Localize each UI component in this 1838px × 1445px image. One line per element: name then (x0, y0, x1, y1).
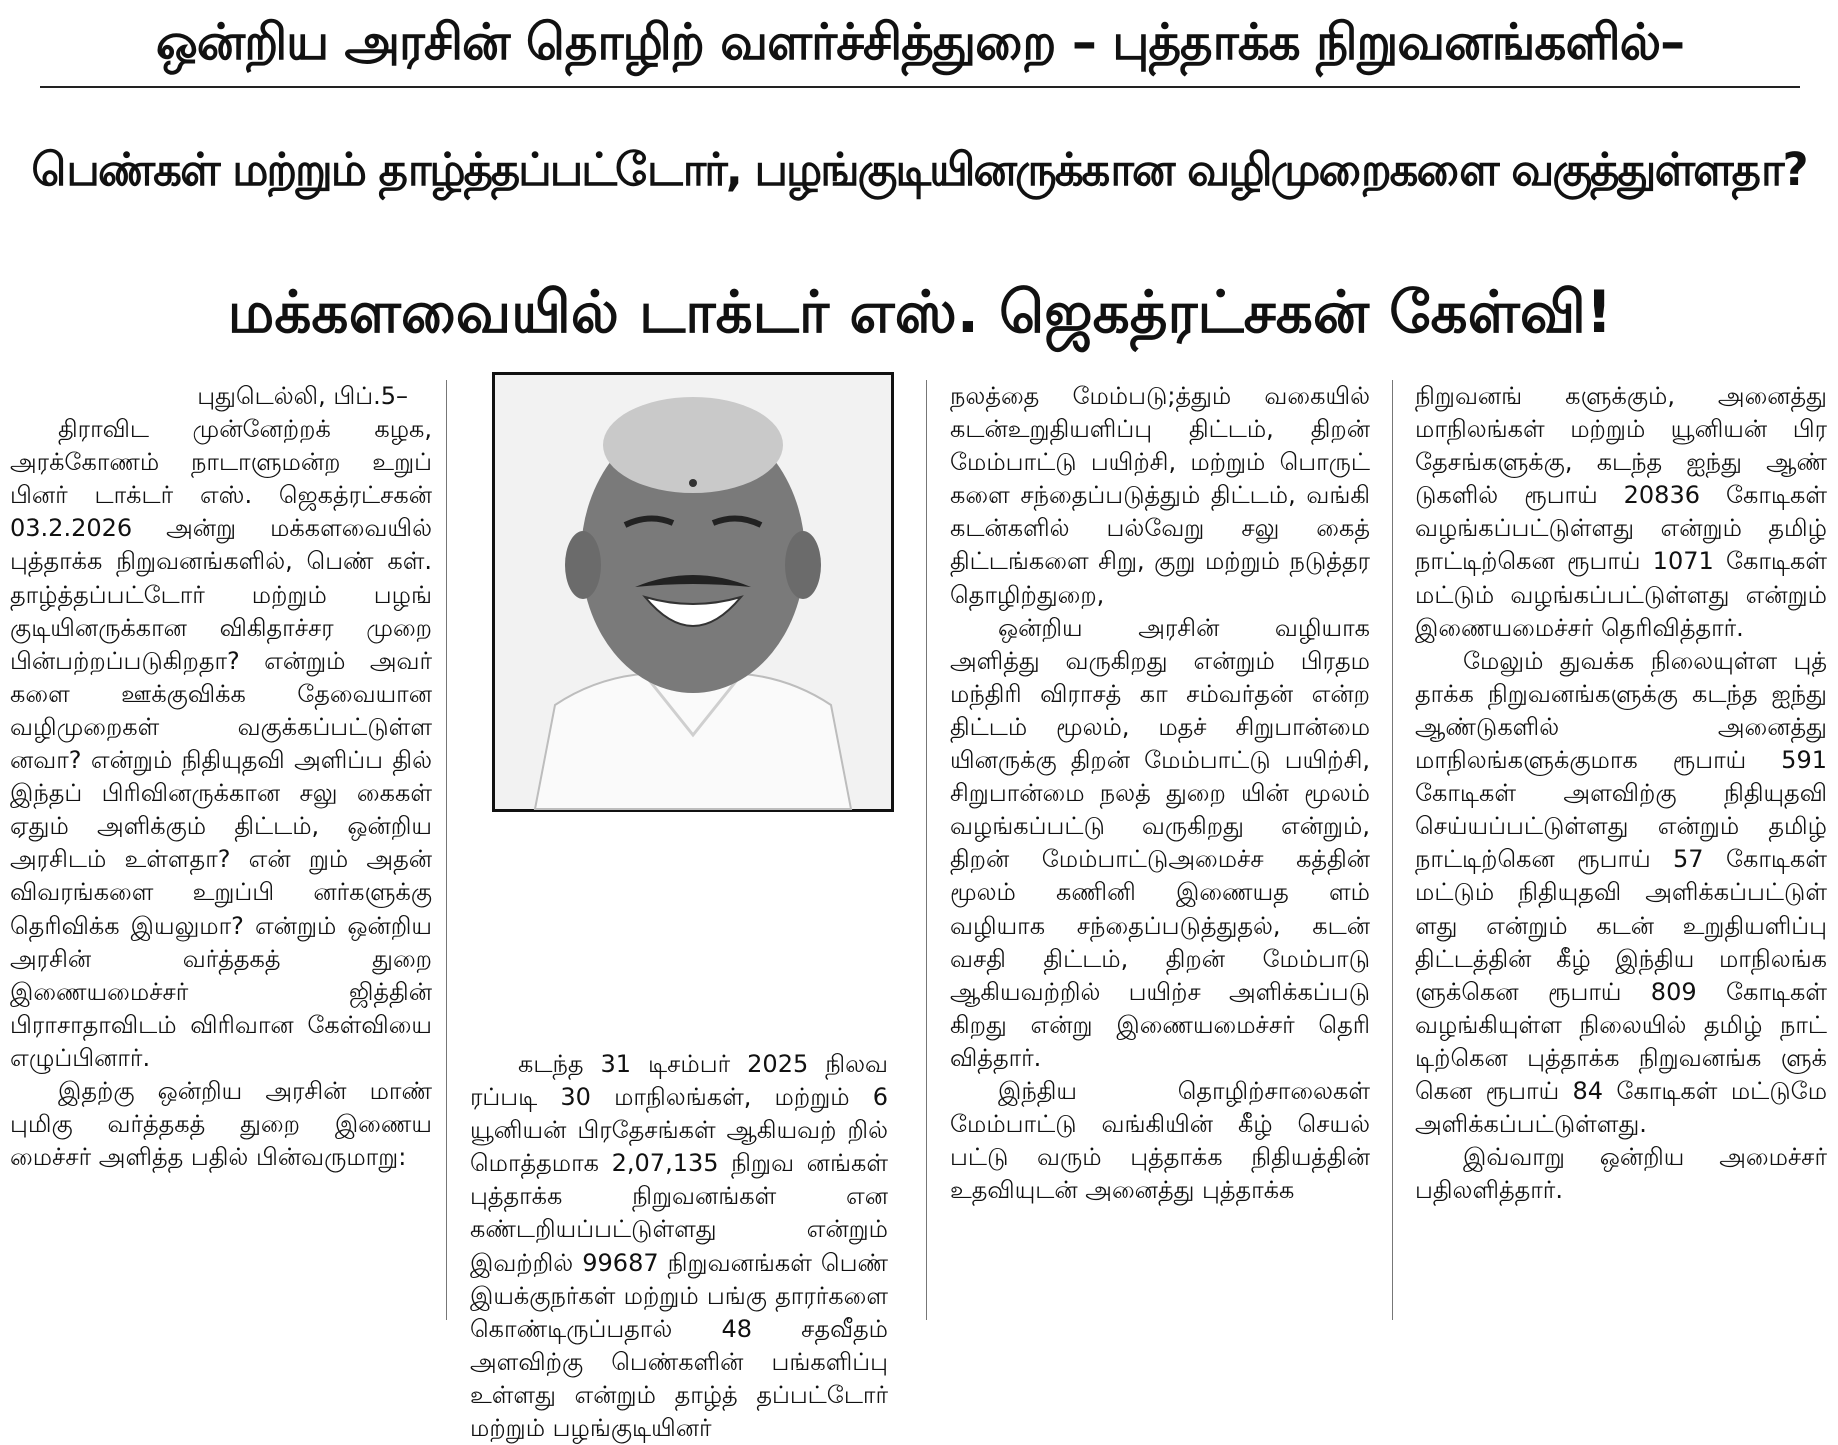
article-paragraph: மேலும் துவக்க நிலையுள்ள புத் தாக்க நிறுவனங்களுக்கு கடந்த ஐந்து ஆண்டுகளில் அனைத்து மாநிலங்களுக்குமாக ரூபாய் 591 கோடிகள் அளவிற்கு நிதியுதவி செய்யப்பட்டுள்ளது என்றும் தமிழ் நாட்டிற்கென ரூபாய் 57 கோடிகள் மட்டும் நிதியுதவி அளிக்கப்பட்டுள் ளது என்றும் கடன் உறுதியளிப்பு திட்டத்தின் கீழ் இந்திய மாநிலங்க ளுக்கென ரூபாய் 809 கோடிகள் வழங்கியுள்ள நிலையில் தமிழ் நாட் டிற்கென புத்தாக்க நிறுவனங்க ளுக் கென ரூபாய் 84 கோடிகள் மட்டுமே அளிக்கப்பட்டுள்ளது. (1415, 646, 1827, 1139)
article-paragraph: நிறுவனங் களுக்கும், அனைத்து மாநிலங்கள் மற்றும் யூனியன் பிர தேசங்களுக்கு, கடந்த ஐந்து ஆண் டுகளில் ரூபாய் 20836 கோடிகள் வழங்கப்பட்டுள்ளது என்றும் தமிழ் நாட்டிற்கென ரூபாய் 1071 கோடிகள் மட்டும் வழங்கப்பட்டுள்ளது என்றும் இணையமைச்சர் தெரிவித்தார். (1415, 382, 1827, 642)
article-paragraph: இவ்வாறு ஒன்றிய அமைச்சர் பதிலளித்தார். (1415, 1143, 1827, 1205)
column-divider (926, 380, 927, 1320)
article-column-1 (10, 380, 432, 1322)
article-paragraph: இதற்கு ஒன்றிய அரசின் மாண் புமிகு வர்த்தகத் துறை இணைய மைச்சர் அளித்த பதில் பின்வருமாறு: (10, 1076, 432, 1172)
portrait-image (495, 375, 891, 809)
dateline: புதுடெல்லி, பிப்.5– (197, 382, 408, 410)
kicker-headline: ஒன்றிய அரசின் தொழிற் வளர்ச்சித்துறை – புத்தாக்க நிறுவனங்களில்– (155, 13, 1685, 71)
article-paragraph: இந்திய தொழிற்சாலைகள் மேம்பாட்டு வங்கியின் கீழ் செயல் பட்டு வரும் புத்தாக்க நிதியத்தின் உதவியுடன் அனைத்து புத்தாக்க (950, 1076, 1370, 1205)
column-divider (446, 380, 447, 1320)
portrait-photo (492, 372, 894, 812)
article-paragraph: ஒன்றிய அரசின் வழியாக அளித்து வருகிறது என்றும் பிரதம மந்திரி விராசத் கா சம்வர்தன் என்ற திட்டம் மூலம், மதச் சிறுபான்மை யினருக்கு திறன் மேம்பாட்டு பயிற்சி, சிறுபான்மை நலத் துறை யின் மூலம் வழங்கப்பட்டு வருகிறது என்றும், திறன் மேம்பாட்டுஅமைச்ச கத்தின் மூலம் கணினி இணையத ளம் வழியாக சந்தைப்படுத்துதல், கடன் வசதி திட்டம், திறன் மேம்பாடு ஆகியவற்றில் பயிற்ச அளிக்கப்படு கிறது என்று இணையமைச்சர் தெரி வித்தார். (950, 613, 1370, 1072)
kicker-underline (40, 86, 1800, 88)
column-divider (1392, 380, 1393, 1320)
main-headline: பெண்கள் மற்றும் தாழ்த்தப்பட்டோர், பழங்குடியினருக்கான வழிமுறைகளை வகுத்துள்ளதா? (31, 143, 1807, 196)
article-paragraph: நலத்தை மேம்படு;த்தும் வகையில் கடன்உறுதியளிப்பு திட்டம், திறன் மேம்பாட்டு பயிற்சி, மற்றும் பொருட் களை சந்தைப்படுத்தும் திட்டம், வங்கி கடன்களில் பல்வேறு சலு கைத் திட்டங்களை சிறு, குறு மற்றும் நடுத்தர தொழிற்துறை, (950, 382, 1370, 609)
article-column-3 (950, 380, 1370, 1322)
sub-headline: மக்களவையில் டாக்டர் எஸ். ஜெகத்ரட்சகன் கேள்வி! (227, 278, 1613, 346)
article-column-2 (470, 1048, 888, 1443)
article-paragraph: கடந்த 31 டிசம்பர் 2025 நிலவ ரப்படி 30 மாநிலங்கள், மற்றும் 6 யூனியன் பிரதேசங்கள் ஆகியவற் றில் மொத்தமாக 2,07,135 நிறுவ னங்கள் புத்தாக்க நிறுவனங்கள் என கண்டறியப்பட்டுள்ளது என்றும் இவற்றில் 99687 நிறுவனங்கள் பெண் இயக்குநர்கள் மற்றும் பங்கு தாரர்களை கொண்டிருப்பதால் 48 சதவீதம் அளவிற்கு பெண்களின் பங்களிப்பு உள்ளது என்றும் தாழ்த் தப்பட்டோர் மற்றும் பழங்குடியினர் (470, 1050, 888, 1443)
article-column-4 (1415, 380, 1827, 1322)
article-paragraph: திராவிட முன்னேற்றக் கழக, அரக்கோணம் நாடாளுமன்ற உறுப் பினர் டாக்டர் எஸ். ஜெகத்ரட்சகன் 03.2.2026 அன்று மக்களவையில் புத்தாக்க நிறுவனங்களில், பெண் கள். தாழ்த்தப்பட்டோர் மற்றும் பழங் குடியினருக்கான விகிதாச்சர முறை பின்பற்றப்படுகிறதா? என்றும் அவர் களை ஊக்குவிக்க தேவையான வழிமுறைகள் வகுக்கப்பட்டுள்ள னவா? என்றும் நிதியுதவி அளிப்ப தில் இந்தப் பிரிவினருக்கான சலு கைகள் ஏதும் அளிக்கும் திட்டம், ஒன்றிய அரசிடம் உள்ளதா? என் றும் அதன் விவரங்களை உறுப்பி னர்களுக்கு தெரிவிக்க இயலுமா? என்றும் ஒன்றிய அரசின் வர்த்தகத் துறை இணையமைச்சர் ஜித்தின் பிராசாதாவிடம் விரிவான கேள்வியை எழுப்பினார். (10, 415, 432, 1072)
